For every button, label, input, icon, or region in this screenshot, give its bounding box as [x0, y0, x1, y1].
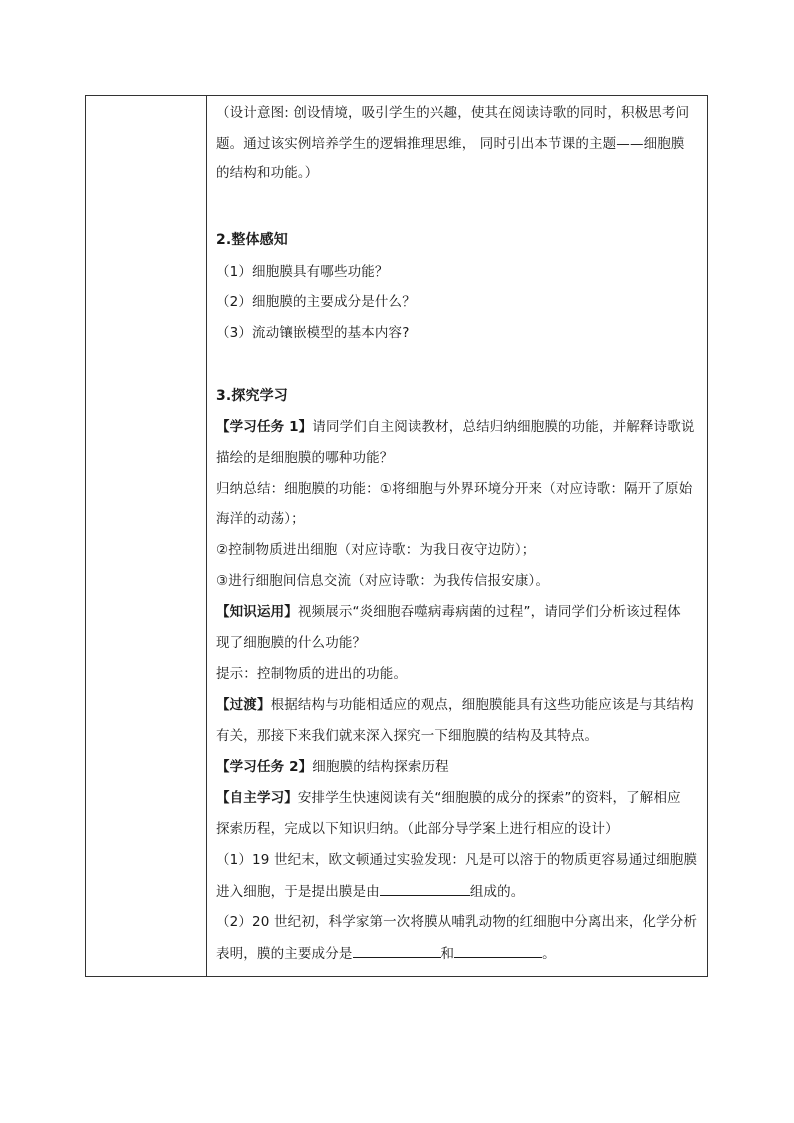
task-1-tag: 【学习任务 1】: [216, 419, 313, 435]
item-1-line-2-suffix: 组成的。: [469, 884, 525, 900]
summary-line-3: ②控制物质进出细胞（对应诗歌：为我日夜守边防）；: [216, 542, 536, 558]
self-study-tag: 【自主学习】: [216, 790, 298, 806]
design-intent-line-1: （设计意图: 创设情境，吸引学生的兴趣，使其在阅读诗歌的同时，积极思考问: [216, 105, 690, 121]
item-2-line-2-prefix: 表明，膜的主要成分是: [216, 946, 353, 962]
apply-tag: 【知识运用】: [216, 604, 298, 620]
section-2-heading: 2.整体感知: [216, 232, 288, 248]
section-2-question-3: （3）流动镶嵌模型的基本内容?: [216, 325, 410, 341]
section-2-question-2: （2）细胞膜的主要成分是什么？: [216, 294, 416, 310]
task-2-line: [216, 757, 701, 777]
item-1-line-1: （1）19 世纪末，欧文顿通过实验发现：凡是可以溶于的物质更容易通过细胞膜: [216, 852, 698, 868]
summary-line-4: ③进行细胞间信息交流（对应诗歌：为我传信报安康）。: [216, 573, 550, 589]
self-study-line-1: [216, 788, 701, 808]
task-1-line-1: [216, 417, 701, 437]
transition-tag: 【过渡】: [216, 697, 271, 713]
item-2-line-2-middle: 和: [440, 946, 455, 962]
task-2-tag: 【学习任务 2】: [216, 759, 313, 775]
table-right-cell: [207, 96, 707, 976]
transition-line-1: [216, 695, 701, 715]
section-2-question-1: （1）细胞膜具有哪些功能？: [216, 264, 389, 280]
apply-line-1: [216, 602, 701, 622]
task-2-text: 细胞膜的结构探索历程: [312, 759, 449, 775]
table-left-cell: [86, 96, 207, 976]
transition-line-2: 有关，那接下来我们就来深入探究一下细胞膜的结构及其特点。: [216, 728, 599, 744]
item-1-line-2-prefix: 进入细胞，于是提出膜是由: [216, 884, 380, 900]
section-3-heading: 3.探究学习: [216, 388, 288, 404]
hint-line: 提示：控制物质的进出的功能。: [216, 666, 408, 682]
task-1-line-2: 描绘的是细胞膜的哪种功能？: [216, 450, 394, 466]
self-study-line-2: 探索历程，完成以下知识归纳。（此部分导学案上进行相应的设计）: [216, 821, 619, 837]
self-study-text: 安排学生快速阅读有关“细胞膜的成分的探索”的资料，了解相应: [297, 790, 681, 806]
item-2-line-2: [216, 943, 701, 964]
item-2-line-2-suffix: 。: [542, 946, 556, 962]
item-2-line-1: （2）20 世纪初，科学家第一次将膜从哺乳动物的红细胞中分离出来，化学分析: [216, 914, 698, 930]
apply-text: 视频展示“炎细胞吞噬病毒病菌的过程”，请同学们分析该过程体: [297, 604, 681, 620]
summary-line-1: 归纳总结：细胞膜的功能：①将细胞与外界环境分开来（对应诗歌：隔开了原始: [216, 481, 693, 497]
lesson-table: [85, 95, 708, 977]
fill-blank-2[interactable]: [353, 943, 441, 958]
transition-text: 根据结构与功能相适应的观点，细胞膜能具有这些功能应该是与其结构: [270, 697, 694, 713]
design-intent-line-2: 题。通过该实例培养学生的逻辑推理思维， 同时引出本节课的主题——细胞膜: [216, 136, 685, 152]
item-1-line-2: [216, 881, 701, 902]
apply-line-2: 现了细胞膜的什么功能？: [216, 635, 367, 651]
design-intent-line-3: 的结构和功能。）: [216, 165, 319, 181]
fill-blank-3[interactable]: [454, 943, 542, 958]
summary-line-2: 海洋的动荡）；: [216, 511, 305, 527]
task-1-text: 请同学们自主阅读教材，总结归纳细胞膜的功能，并解释诗歌说: [312, 419, 695, 435]
fill-blank-1[interactable]: [380, 881, 470, 896]
